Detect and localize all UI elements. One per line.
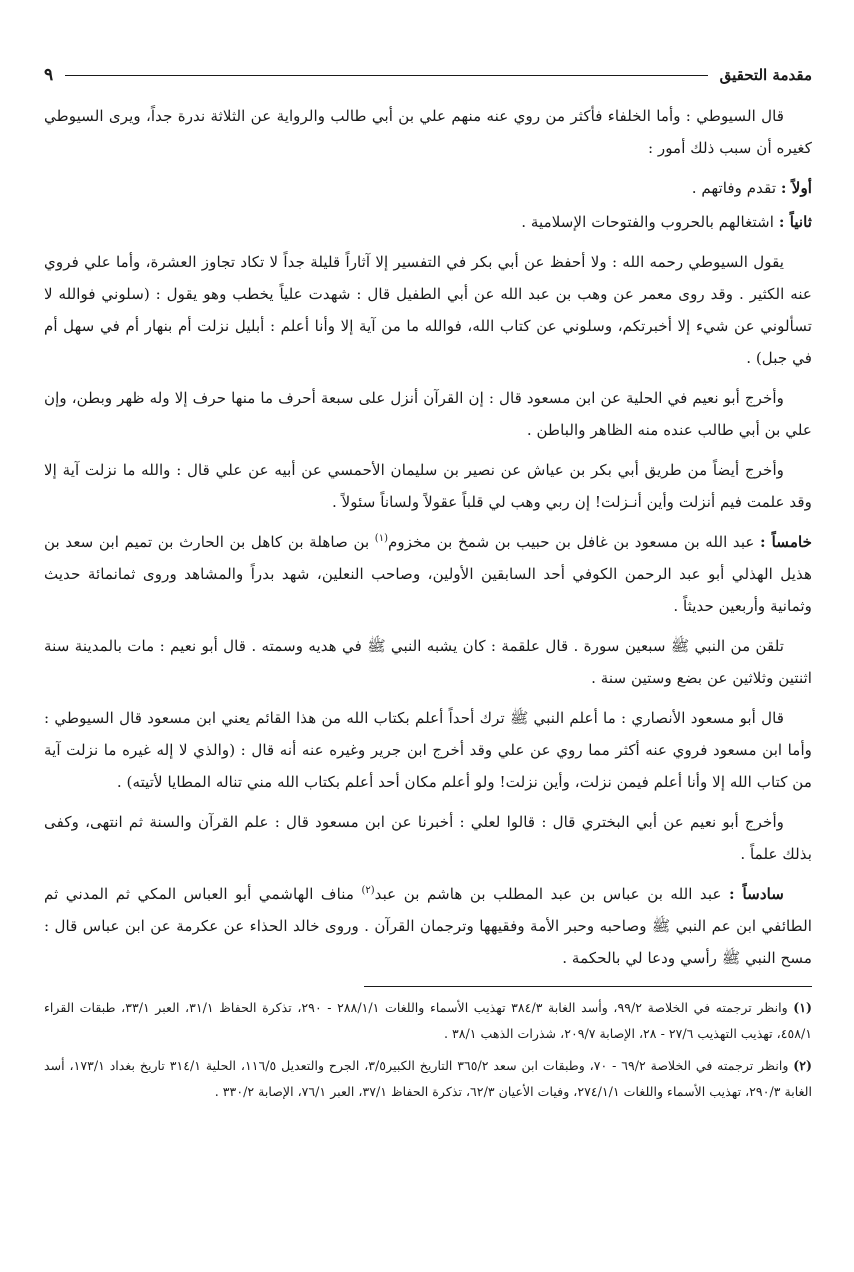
- paragraph-8: وأخرج أبو نعيم عن أبي البختري قال : قالوا لعلي : أخبرنا عن ابن مسعود قال : علم القرآن والسنة ثم انتهى، وكفى بذلك علماً .: [44, 813, 812, 863]
- footnote-ref-2[interactable]: (٢): [361, 884, 375, 896]
- footnotes: [44, 995, 812, 1105]
- list-item-2-lead: ثانياً :: [778, 213, 812, 231]
- footnote-2-text: وانظر ترجمته في الخلاصة ٦٩/٢ - ٧٠، وطبقات ابن سعد ٣٦٥/٢ التاريخ الكبير٣/٥، الجرح والتعديل ١١٦/٥، الحلية ٣١٤/١ تاريخ بغداد ١٧٣/١، أسد الغابة ٢٩٠/٣، تهذيب الأسماء واللغات ٢٧٤/١/١، وفيات الأعيان ٦٢/٣، تذكرة الحفاظ ٣٧/١، العبر ٧٦/١، الإصابة ٣٣٠/٢ .: [44, 1058, 812, 1099]
- running-title: مقدمة التحقيق: [719, 66, 812, 84]
- paragraph-5: [44, 526, 812, 622]
- paragraph-9-text-b: مناف الهاشمي أبو العباس المكي ثم المدني ثم الطائفي ابن عم النبي ﷺ وصاحبه وحبر الأمة وفقيهها وترجمان القرآن . وروى خالد الحذاء عن عكرمة عن ابن عباس قال : مسح النبي ﷺ رأسي ودعا لي بالحكمة .: [44, 885, 812, 967]
- paragraph-4: وأخرج أيضاً من طريق أبي بكر بن عياش عن نصير بن سليمان الأحمسي عن أبيه عن علي قال : والله ما نزلت آية إلا وقد علمت فيم أنزلت وأين أنـزلت! إن ربي وهب لي قلباً عقولاً ولساناً سئولاً .: [44, 461, 812, 511]
- list-item-2-text: اشتغالهم بالحروب والفتوحات الإسلامية .: [521, 213, 779, 231]
- list-item-1: [44, 172, 812, 204]
- footnote-2: [44, 1053, 812, 1105]
- list-item-1-lead: أولاً :: [780, 179, 812, 197]
- running-head: [44, 60, 812, 90]
- paragraph-9: [44, 878, 812, 974]
- header-rule: [65, 75, 707, 76]
- footnote-1-text: وانظر ترجمته في الخلاصة ٩٩/٢، وأسد الغابة ٣٨٤/٣ تهذيب الأسماء واللغات ٢٨٨/١/١ - ٢٩٠، تذكرة الحفاظ ٣١/١، العبر ٣٣/١، طبقات القراء ٤٥٨/١، تهذيب التهذيب ٢٧/٦ - ٢٨، الإصابة ٢٠٩/٧، شذرات الذهب ٣٨/١ .: [44, 1000, 812, 1041]
- body-text: [44, 100, 812, 974]
- footnote-1-marker: (١): [793, 1000, 812, 1015]
- paragraph-6: تلقن من النبي ﷺ سبعين سورة . قال علقمة : كان يشبه النبي ﷺ في هديه وسمته . قال أبو نعيم : مات بالمدينة سنة اثنتين وثلاثين عن بضع وستين سنة .: [44, 637, 812, 687]
- paragraph-1: قال السيوطي : وأما الخلفاء فأكثر من روي عنه منهم علي بن أبي طالب والرواية عن الثلاثة ندرة جداً، ويرى السيوطي كغيره أن سبب ذلك أمور :: [44, 107, 812, 157]
- list-item-1-text: تقدم وفاتهم .: [691, 179, 781, 197]
- paragraph-5-lead: خامساً :: [760, 533, 812, 551]
- footnote-rule: [364, 986, 812, 987]
- footnote-2-marker: (٢): [793, 1058, 812, 1073]
- list-item-2: [44, 206, 812, 238]
- footnote-ref-1[interactable]: (١): [374, 532, 388, 544]
- paragraph-7: قال أبو مسعود الأنصاري : ما أعلم النبي ﷺ ترك أحداً أعلم بكتاب الله من هذا القائم يعني ابن مسعود قال السيوطي : وأما ابن مسعود فروي عنه أكثر مما روي عن علي وقد أخرج ابن جرير وغيره عنه أنه قال : (والذي لا إله غيره ما نزلت آية من كتاب الله إلا وأنا أعلم فيمن نزلت، وأين نزلت! ولو أعلم مكان أحد أعلم بكتاب الله مني تناله المطايا لأتيته) .: [44, 709, 812, 791]
- paragraph-5-text-a: عبد الله بن مسعود بن غافل بن حبيب بن شمخ بن مخزوم: [387, 533, 761, 551]
- paragraph-9-lead: سادساً :: [729, 885, 784, 903]
- paragraph-9-text-a: عبد الله بن عباس بن عبد المطلب بن هاشم بن عبد: [374, 885, 729, 903]
- paragraph-2: يقول السيوطي رحمه الله : ولا أحفظ عن أبي بكر في التفسير إلا آثاراً قليلة جداً لا تكاد تجاوز العشرة، وأما علي فروي عنه الكثير . وقد روى معمر عن وهب بن عبد الله عن أبي الطفيل قال : شهدت علياً يخطب وهو يقول : (سلوني فوالله لا تسألوني عن شيء إلا أخبرتكم، وسلوني عن كتاب الله، فوالله ما من آية إلا وأنا أعلم : أبليل نزلت أم بنهار أم في سهل أم في جبل) .: [44, 253, 812, 367]
- paragraph-3: وأخرج أبو نعيم في الحلية عن ابن مسعود قال : إن القرآن أنزل على سبعة أحرف ما منها حرف إلا وله ظهر وبطن، وإن علي بن أبي طالب عنده منه الظاهر والباطن .: [44, 389, 812, 439]
- paragraph-5-text-b: بن صاهلة بن كاهل بن الحارث بن تميم ابن سعد بن هذيل الهذلي أبو عبد الرحمن الكوفي أحد السابقين الأولين، وصاحب النعلين، شهد بدراً والمشاهد وروى ثمانمائة حديث وثمانية وأربعين حديثاً .: [44, 533, 812, 615]
- page-number: ٩: [44, 65, 54, 85]
- footnote-1: [44, 995, 812, 1047]
- page: [44, 60, 812, 1111]
